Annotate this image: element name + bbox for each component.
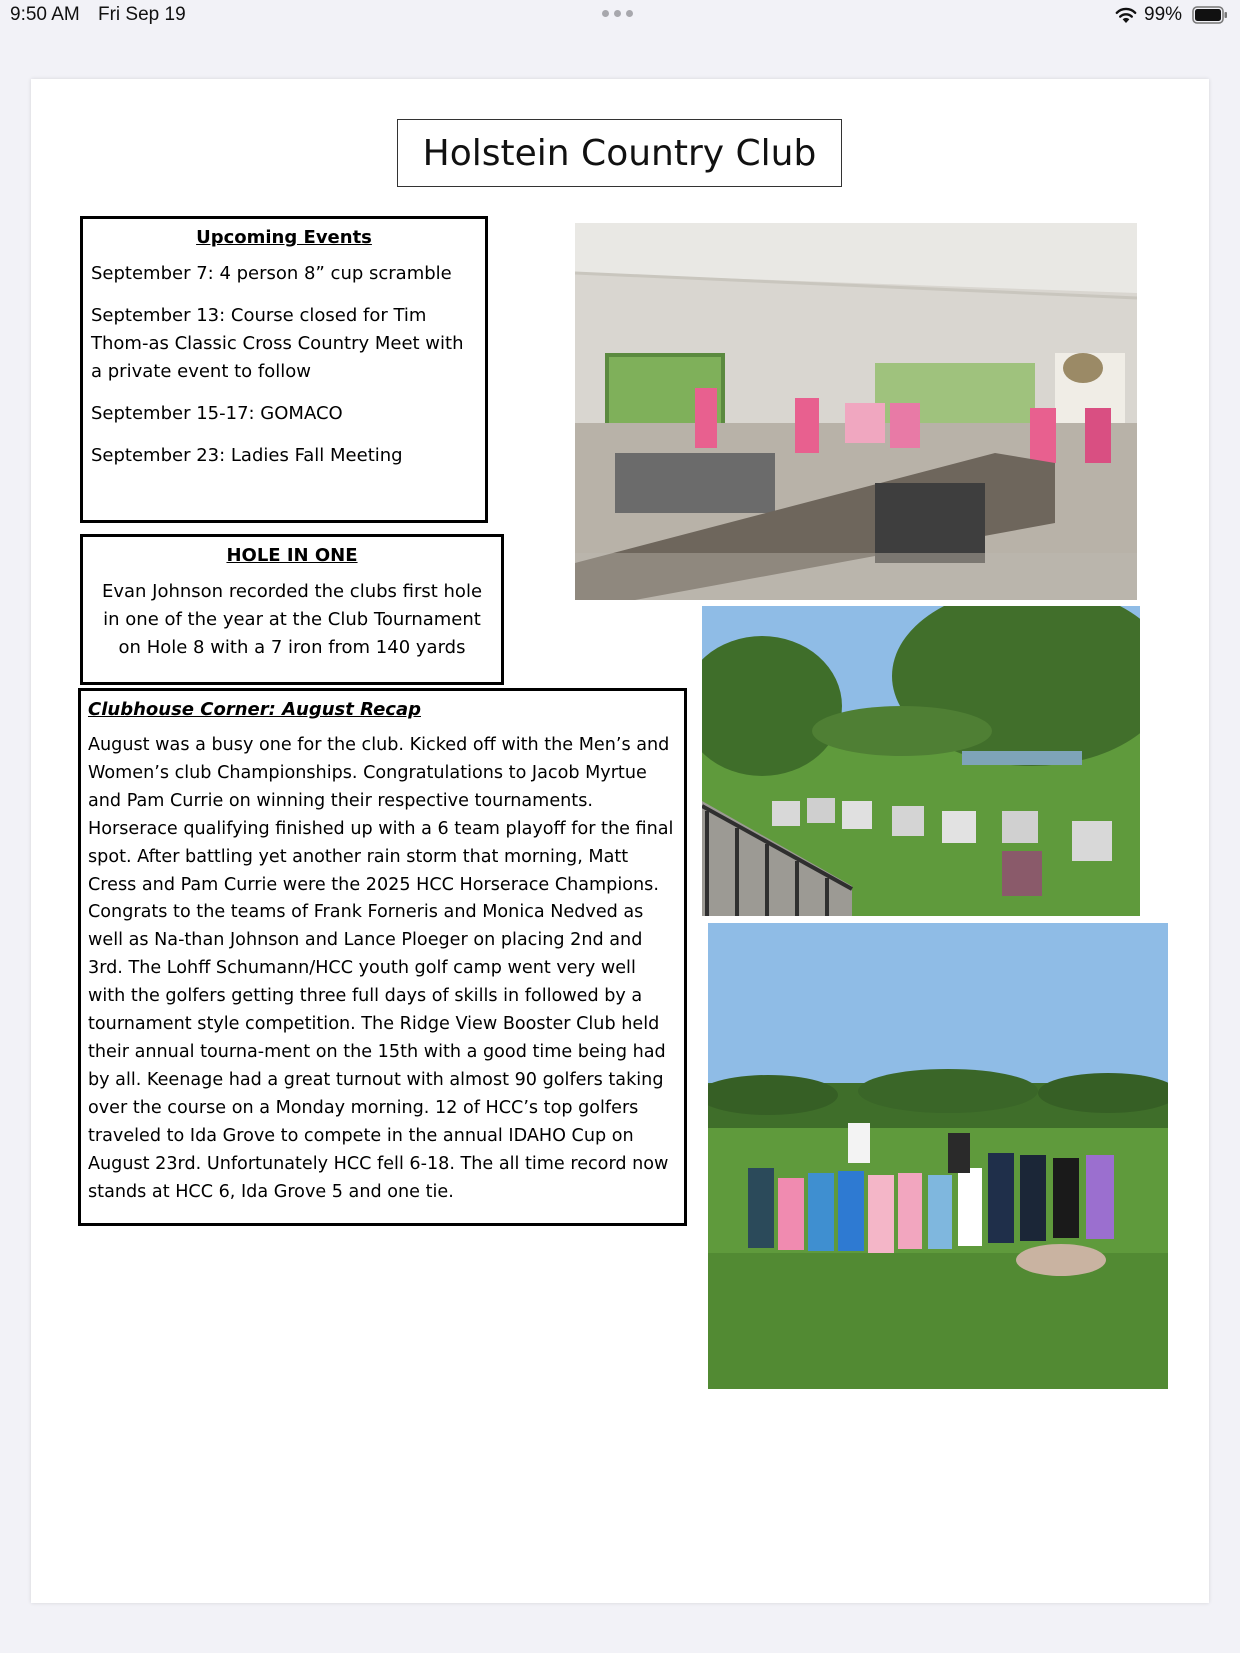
recap-box <box>78 688 687 1226</box>
recap-heading: Clubhouse Corner: August Recap <box>88 699 421 720</box>
battery-percentage: 99% <box>1144 4 1183 25</box>
event-item: September 13: Course closed for Tim Thom-as Classic Cross Country Meet with a private event to follow <box>91 305 464 382</box>
status-bar <box>0 0 1240 34</box>
more-dots-icon[interactable] <box>602 10 633 17</box>
event-item: September 7: 4 person 8” cup scramble <box>91 263 452 284</box>
clubhouse-interior-photo <box>575 223 1137 600</box>
event-item: September 23: Ladies Fall Meeting <box>91 445 403 466</box>
golf-carts-photo <box>702 606 1140 916</box>
page-title: Holstein Country Club <box>397 119 842 187</box>
recap-text: August was a busy one for the club. Kicked off with the Men’s and Women’s club Championships. Congratulations to Jacob Myrtue and Pam Currie on winning their respective tournaments. Horserace qualifying finished up with a 6 team playoff for the final spot. After battling yet another rain storm that morning, Matt Cress and Pam Currie were the 2025 HCC Horserace Champions. Congrats to the teams of Frank Forneris and Monica Nedved as well as Na-than Johnson and Lance Ploeger on placing 2nd and 3rd. The Lohff Schumann/HCC youth golf camp went very well with the golfers getting three full days of skills in followed by a tournament style competition. The Ridge View Booster Club held their annual tourna-ment on the 15th with a good time being had by all. Keenage had a great turnout with almost 90 golfers taking over the course on a Monday morning. 12 of HCC’s top golfers traveled to Ida Grove to compete in the annual IDAHO Cup on August 23rd. Unfortunately HCC fell 6-18. The all time record now stands at HCC 6, Ida Grove 5 and one tie. <box>88 735 674 1202</box>
wifi-icon <box>1114 5 1138 25</box>
upcoming-events-heading: Upcoming Events <box>196 227 372 248</box>
hole-in-one-heading: HOLE IN ONE <box>226 545 358 566</box>
battery-icon <box>1192 6 1228 24</box>
hole-in-one-text: Evan Johnson recorded the clubs first hole in one of the year at the Club Tournament on Hole 8 with a 7 iron from 140 yards <box>101 581 483 658</box>
upcoming-events-box <box>80 216 488 523</box>
hole-in-one-box <box>80 534 504 685</box>
event-item: September 15-17: GOMACO <box>91 403 343 424</box>
document-page <box>31 79 1209 1603</box>
status-date: Fri Sep 19 <box>98 4 186 25</box>
status-time: 9:50 AM <box>10 4 80 25</box>
youth-golf-group-photo <box>708 923 1168 1389</box>
